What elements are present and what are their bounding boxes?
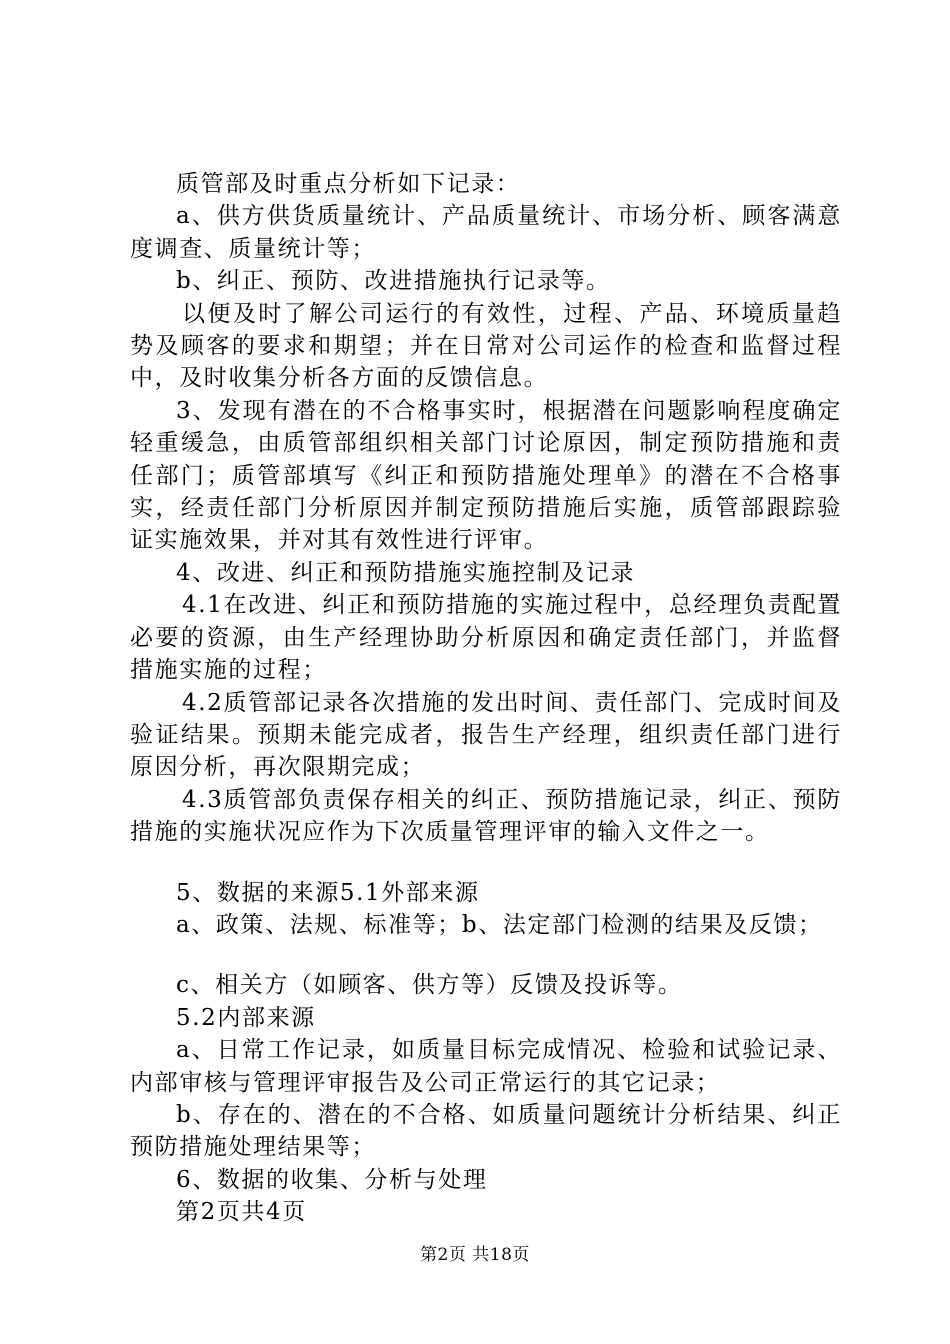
paragraph: 4.2质管部记录各次措施的发出时间、责任部门、完成时间及验证结果。预期未能完成者，报告生产经理，组织责任部门进行原因分析，再次限期完成； [130, 689, 842, 781]
page-footer: 第2页 共18页 [420, 1245, 530, 1265]
paragraph-gap [130, 941, 842, 969]
paragraph: 4、改进、纠正和预防措施实施控制及记录 [176, 559, 636, 586]
paragraph: c、相关方（如顾客、供方等）反馈及投诉等。 [176, 972, 683, 999]
paragraph: 4.3质管部负责保存相关的纠正、预防措施记录，纠正、预防措施的实施状况应作为下次质量管理评审的输入文件之一。 [130, 786, 842, 846]
paragraph: a、日常工作记录，如质量目标完成情况、检验和试验记录、内部审核与管理评审报告及公司正常运行的其它记录； [130, 1037, 842, 1096]
paragraph: 4.1在改进、纠正和预防措施的实施过程中，总经理负责配置必要的资源，由生产经理协助分析原因和确定责任部门，并监督措施实施的过程； [130, 592, 842, 684]
paragraph: 第2页共4页 [176, 1199, 307, 1226]
document-body [130, 168, 842, 1229]
paragraph: 5、数据的来源5.1外部来源 [176, 879, 480, 906]
paragraph: 6、数据的收集、分析与处理 [176, 1166, 488, 1193]
paragraph: b、纠正、预防、改进措施执行记录等。 [176, 268, 611, 295]
paragraph: 以便及时了解公司运行的有效性，过程、产品、环境质量趋势及顾客的要求和期望；并在日常对公司运作的检查和监督过程中，及时收集分析各方面的反馈信息。 [130, 300, 842, 392]
paragraph: 质管部及时重点分析如下记录： [176, 171, 521, 197]
paragraph-gap [130, 849, 842, 877]
paragraph: 5.2内部来源 [176, 1004, 316, 1031]
paragraph: a、供方供货质量统计、产品质量统计、市场分析、顾客满意度调查、质量统计等； [130, 203, 842, 262]
paragraph: a、政策、法规、标准等；b、法定部门检测的结果及反馈； [176, 911, 823, 938]
paragraph: b、存在的、潜在的不合格、如质量问题统计分析结果、纠正预防措施处理结果等； [130, 1101, 842, 1161]
paragraph: 3、发现有潜在的不合格事实时，根据潜在问题影响程度确定轻重缓急，由质管部组织相关部门讨论原因，制定预防措施和责任部门；质管部填写《纠正和预防措施处理单》的潜在不合格事实，经责任部门分析原因并制定预防措施后实施，质管部跟踪验证实施效果，并对其有效性进行评审。 [130, 397, 842, 554]
